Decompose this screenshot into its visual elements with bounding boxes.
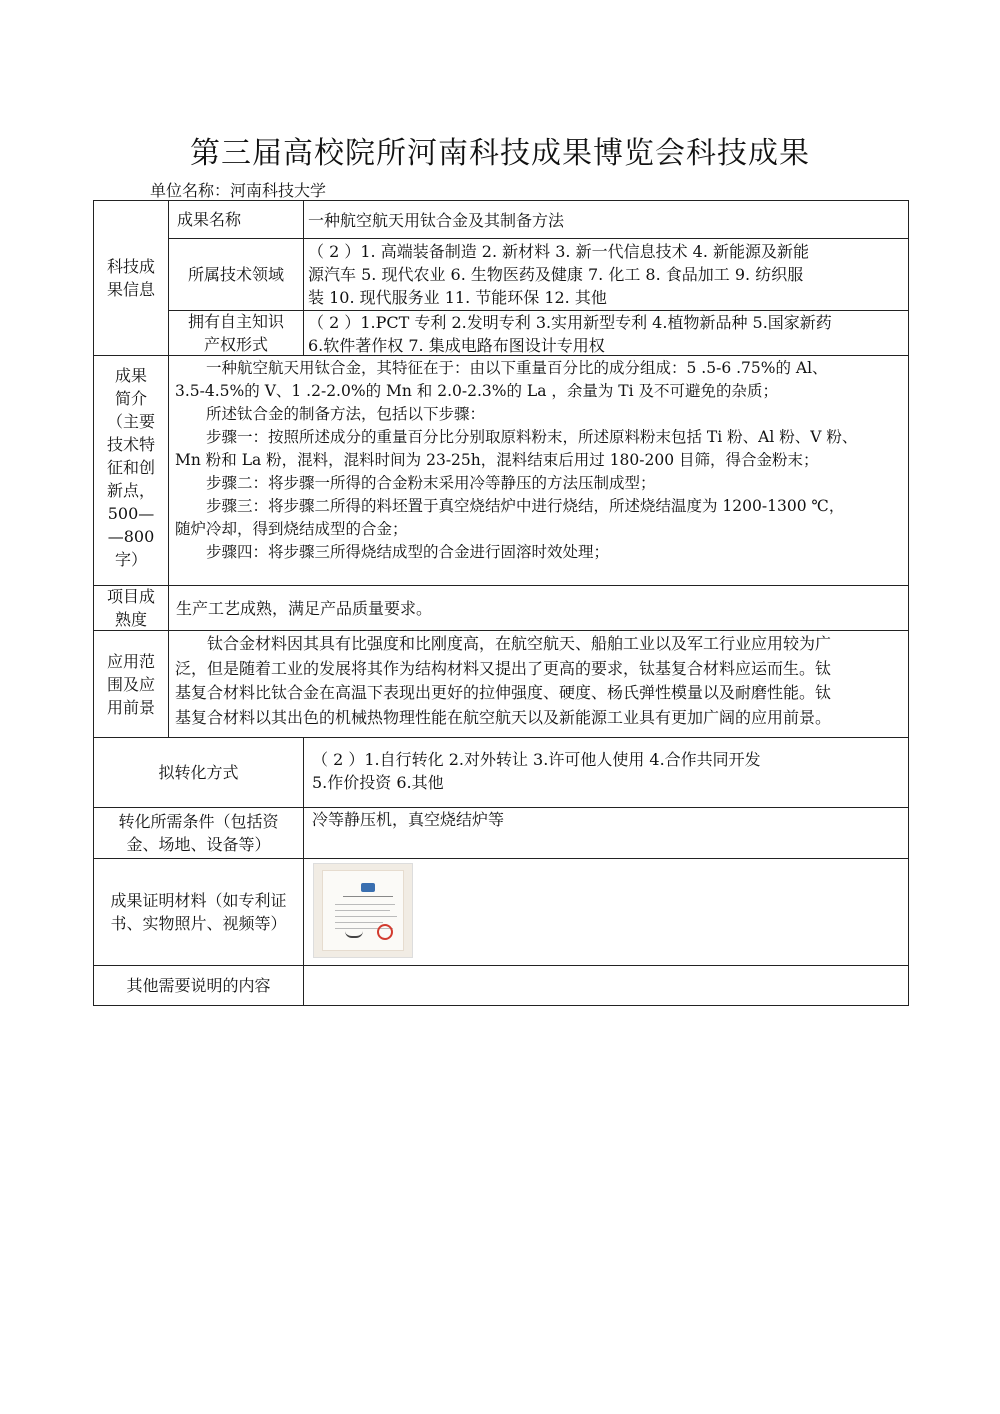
intro-line: 步骤四：将步骤三所得烧结成型的合金进行固溶时效处理； bbox=[206, 543, 610, 561]
application-line: 基复合材料以其出色的机械热物理性能在航空航天以及新能源工业具有更加广阔的应用前景。 bbox=[175, 707, 832, 727]
intro-label bbox=[94, 364, 168, 574]
ip-form-label bbox=[169, 311, 303, 355]
other-value bbox=[312, 975, 906, 1001]
tech-field-line: 装 10. 现代服务业 11. 节能环保 12. 其他 bbox=[308, 288, 607, 307]
section-label-line: 果信息 bbox=[106, 280, 155, 299]
intro-label-line: —800 bbox=[107, 527, 155, 546]
conditions-label-line: 转化所需条件（包括资 bbox=[118, 812, 279, 831]
application-line: 泛，但是随着工业的发展将其作为结构材料又提出了更高的要求，钛基复合材料应运而生。钛 bbox=[175, 658, 832, 678]
intro-label-line: 500— bbox=[107, 504, 155, 523]
application-label-line: 应用范 bbox=[106, 651, 155, 671]
application-line: 基复合材料比钛合金在高温下表现出更好的拉伸强度、硬度、杨氏弹性模量以及耐磨性能。钛 bbox=[175, 683, 832, 702]
ip-form-label-line: 拥有自主知识 bbox=[187, 312, 284, 331]
maturity-value: 生产工艺成熟，满足产品质量要求。 bbox=[176, 599, 433, 618]
maturity-label-line: 熟度 bbox=[114, 610, 147, 629]
page-title: 第三届高校院所河南科技成果博览会科技成果 bbox=[190, 136, 810, 171]
intro-line: 步骤三：将步骤二所得的料坯置于真空烧结炉中进行烧结，所述烧结温度为 1200-1300 ℃， bbox=[206, 497, 845, 515]
intro-label-line: 征和创 bbox=[106, 458, 155, 477]
conditions-label bbox=[94, 808, 303, 858]
intro-label-line: 技术特 bbox=[106, 435, 155, 454]
achievement-name-value: 一种航空航天用钛合金及其制备方法 bbox=[308, 211, 565, 230]
tech-field-options bbox=[308, 240, 906, 310]
tech-field-line: 源汽车 5. 现代农业 6. 生物医药及健康 7. 化工 8. 食品加工 9. 纺织服 bbox=[308, 265, 804, 284]
intro-label-line: 成果 bbox=[114, 366, 147, 385]
application-label-line: 围及应 bbox=[106, 674, 155, 694]
section-label-line: 科技成 bbox=[106, 257, 155, 276]
application-label bbox=[94, 631, 168, 737]
intro-label-line: 新点， bbox=[106, 481, 155, 500]
intro-line: 步骤二：将步骤一所得的合金粉末采用冷等静压的方法压制成型； bbox=[206, 474, 656, 492]
unit-name: 单位名称：河南科技大学 bbox=[150, 181, 327, 200]
section-tech-info-label bbox=[94, 201, 168, 355]
other-label: 其他需要说明的内容 bbox=[126, 976, 271, 995]
maturity-label-line: 项目成 bbox=[106, 587, 155, 606]
tech-field-label: 所属技术领域 bbox=[187, 265, 284, 284]
transfer-label: 拟转化方式 bbox=[158, 763, 239, 782]
tech-field-line: （ 2 ）1. 高端装备制造 2. 新材料 3. 新一代信息技术 4. 新能源及新能 bbox=[308, 242, 810, 261]
proof-label-line: 书、实物照片、视频等） bbox=[110, 914, 287, 933]
intro-line: 一种航空航天用钛合金，其特征在于：由以下重量百分比的成分组成：5 .5-6 .75%的 Al、 bbox=[206, 359, 828, 377]
proof-label bbox=[94, 859, 303, 965]
achievement-name-label: 成果名称 bbox=[177, 210, 242, 229]
proof-label-line: 成果证明材料（如专利证 bbox=[110, 891, 287, 910]
maturity-label bbox=[94, 586, 168, 630]
ip-form-label-line: 产权形式 bbox=[203, 335, 268, 354]
transfer-line: 5.作价投资 6.其他 bbox=[312, 773, 444, 792]
intro-line: 步骤一：按照所述成分的重量百分比分别取原料粉末，所述原料粉末包括 Ti 粉、Al 粉、V 粉、 bbox=[206, 428, 858, 446]
patent-certificate-image bbox=[313, 863, 413, 958]
application-text bbox=[175, 632, 905, 736]
intro-label-line: （主要 bbox=[106, 412, 155, 431]
intro-line: 随炉冷却，得到烧结成型的合金； bbox=[175, 520, 408, 538]
ip-form-line: 6.软件著作权 7. 集成电路布图设计专用权 bbox=[308, 336, 605, 355]
application-line: 钛合金材料因其具有比强度和比刚度高，在航空航天、船舶工业以及军工行业应用较为广 bbox=[207, 634, 832, 653]
application-label-line: 用前景 bbox=[106, 697, 155, 717]
intro-text bbox=[175, 357, 905, 583]
intro-label-line: 字） bbox=[114, 550, 147, 569]
transfer-line: （ 2 ）1.自行转化 2.对外转让 3.许可他人使用 4.合作共同开发 bbox=[312, 750, 761, 769]
conditions-label-line: 金、场地、设备等） bbox=[126, 835, 271, 854]
transfer-options bbox=[312, 748, 906, 804]
intro-line: 3.5-4.5%的 V、1 .2-2.0%的 Mn 和 2.0-2.3%的 La ，余量为 Ti 及不可避免的杂质； bbox=[175, 382, 779, 400]
ip-form-options bbox=[308, 311, 906, 355]
intro-line: Mn 粉和 La 粉，混料，混料时间为 23-25h，混料结束后用过 180-200 目筛，得合金粉末； bbox=[175, 451, 819, 469]
conditions-value: 冷等静压机，真空烧结炉等 bbox=[312, 810, 505, 829]
intro-label-line: 简介 bbox=[114, 389, 147, 408]
intro-line: 所述钛合金的制备方法，包括以下步骤： bbox=[206, 405, 486, 423]
ip-form-line: （ 2 ）1.PCT 专利 2.发明专利 3.实用新型专利 4.植物新品种 5.国家新药 bbox=[308, 313, 832, 332]
